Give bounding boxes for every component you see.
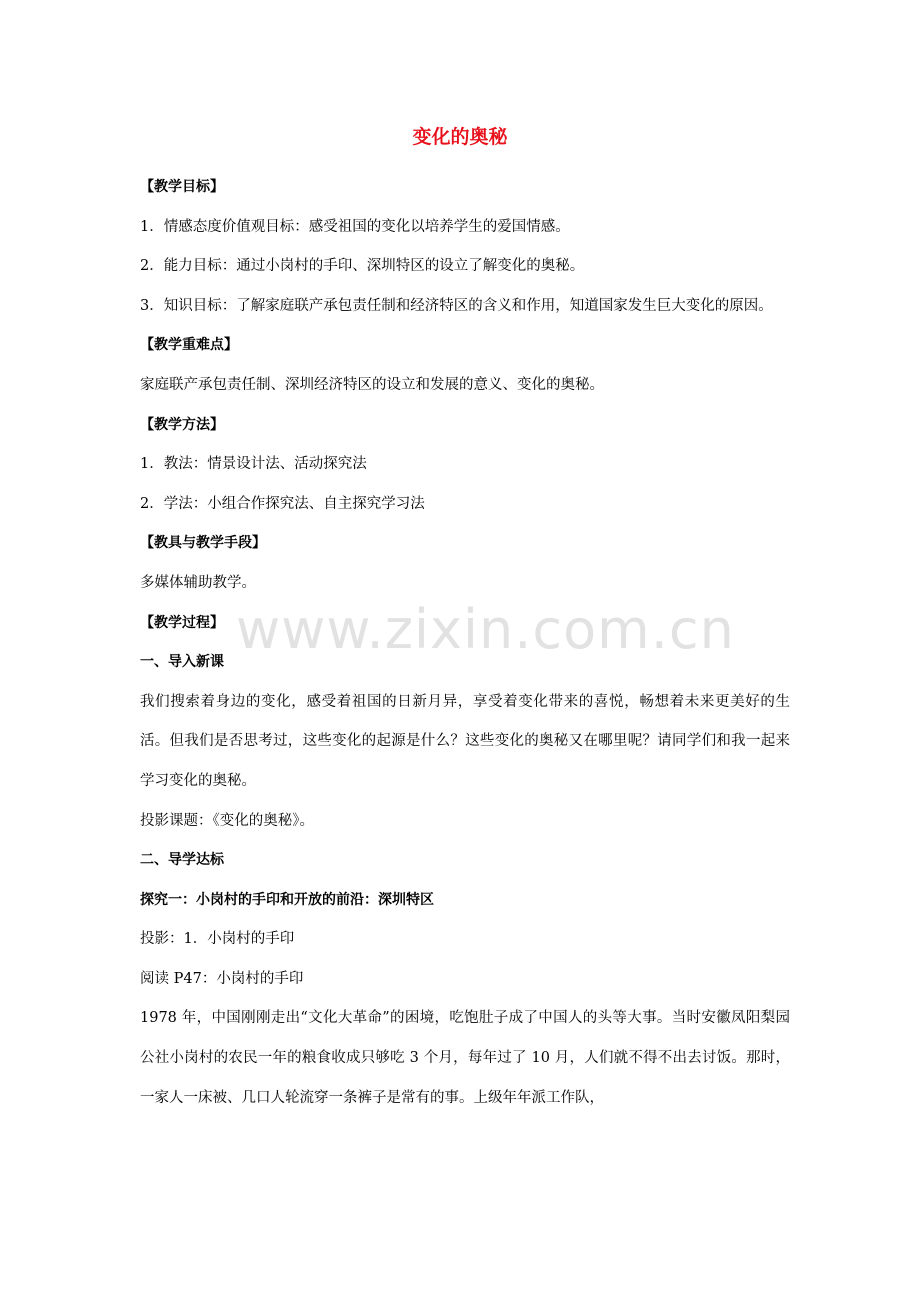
goal-item-1: 1．情感态度价值观目标：感受祖国的变化以培养学生的爱国情感。: [140, 218, 570, 235]
watermark: www.zixin.com.cn: [236, 598, 735, 661]
story-paragraph: 1978 年，中国刚刚走出“文化大革命”的困境，吃饱肚子成了中国人的头等大事。当时安徽凤阳梨园公社小岗村的农民一年的粮食收成只够吃 3 个月，每年过了 10 月，人们就不得不出去讨饭。那时，一家人一床被、几口人轮流穿一条裤子是常有的事。上级年年派工作队，: [140, 1010, 790, 1106]
subsection-heading-intro: 一、导入新课: [140, 654, 224, 671]
reading-line: 阅读 P47：小岗村的手印: [140, 970, 304, 987]
key-points-text: 家庭联产承包责任制、深圳经济特区的设立和发展的意义、变化的奥秘。: [140, 376, 604, 393]
section-heading-tools: 【教具与教学手段】: [140, 535, 266, 552]
explore-heading-1: 探究一：小岗村的手印和开放的前沿：深圳特区: [140, 891, 434, 908]
section-heading-goals: 【教学目标】: [140, 179, 224, 195]
subsection-heading-guided-learning: 二、导学达标: [140, 852, 224, 869]
section-heading-process: 【教学过程】: [140, 614, 224, 631]
intro-projection: 投影课题：《变化的奥秘》。: [140, 812, 314, 829]
document-title: 变化的奥秘: [412, 126, 508, 148]
goal-item-3: 3．知识目标：了解家庭联产承包责任制和经济特区的含义和作用，知道国家发生巨大变化的原因。: [140, 297, 773, 314]
section-heading-key-points: 【教学重难点】: [140, 337, 238, 354]
section-heading-methods: 【教学方法】: [140, 416, 224, 433]
document-body: [140, 168, 790, 1118]
goal-item-2: 2．能力目标：通过小岗村的手印、深圳特区的设立了解变化的奥秘。: [140, 258, 585, 275]
tools-text: 多媒体辅助教学。: [140, 574, 256, 591]
method-item-2: 2．学法：小组合作探究法、自主探究学习法: [140, 495, 425, 512]
intro-paragraph: 我们搜索着身边的变化，感受着祖国的日新月异，享受着变化带来的喜悦，畅想着未来更美好的生活。但我们是否思考过，这些变化的起源是什么？这些变化的奥秘又在哪里呢？请同学们和我一起来学习变化的奥秘。: [140, 693, 790, 789]
projection-line: 投影：1．小岗村的手印: [140, 931, 295, 948]
method-item-1: 1．教法：情景设计法、活动探究法: [140, 456, 367, 473]
